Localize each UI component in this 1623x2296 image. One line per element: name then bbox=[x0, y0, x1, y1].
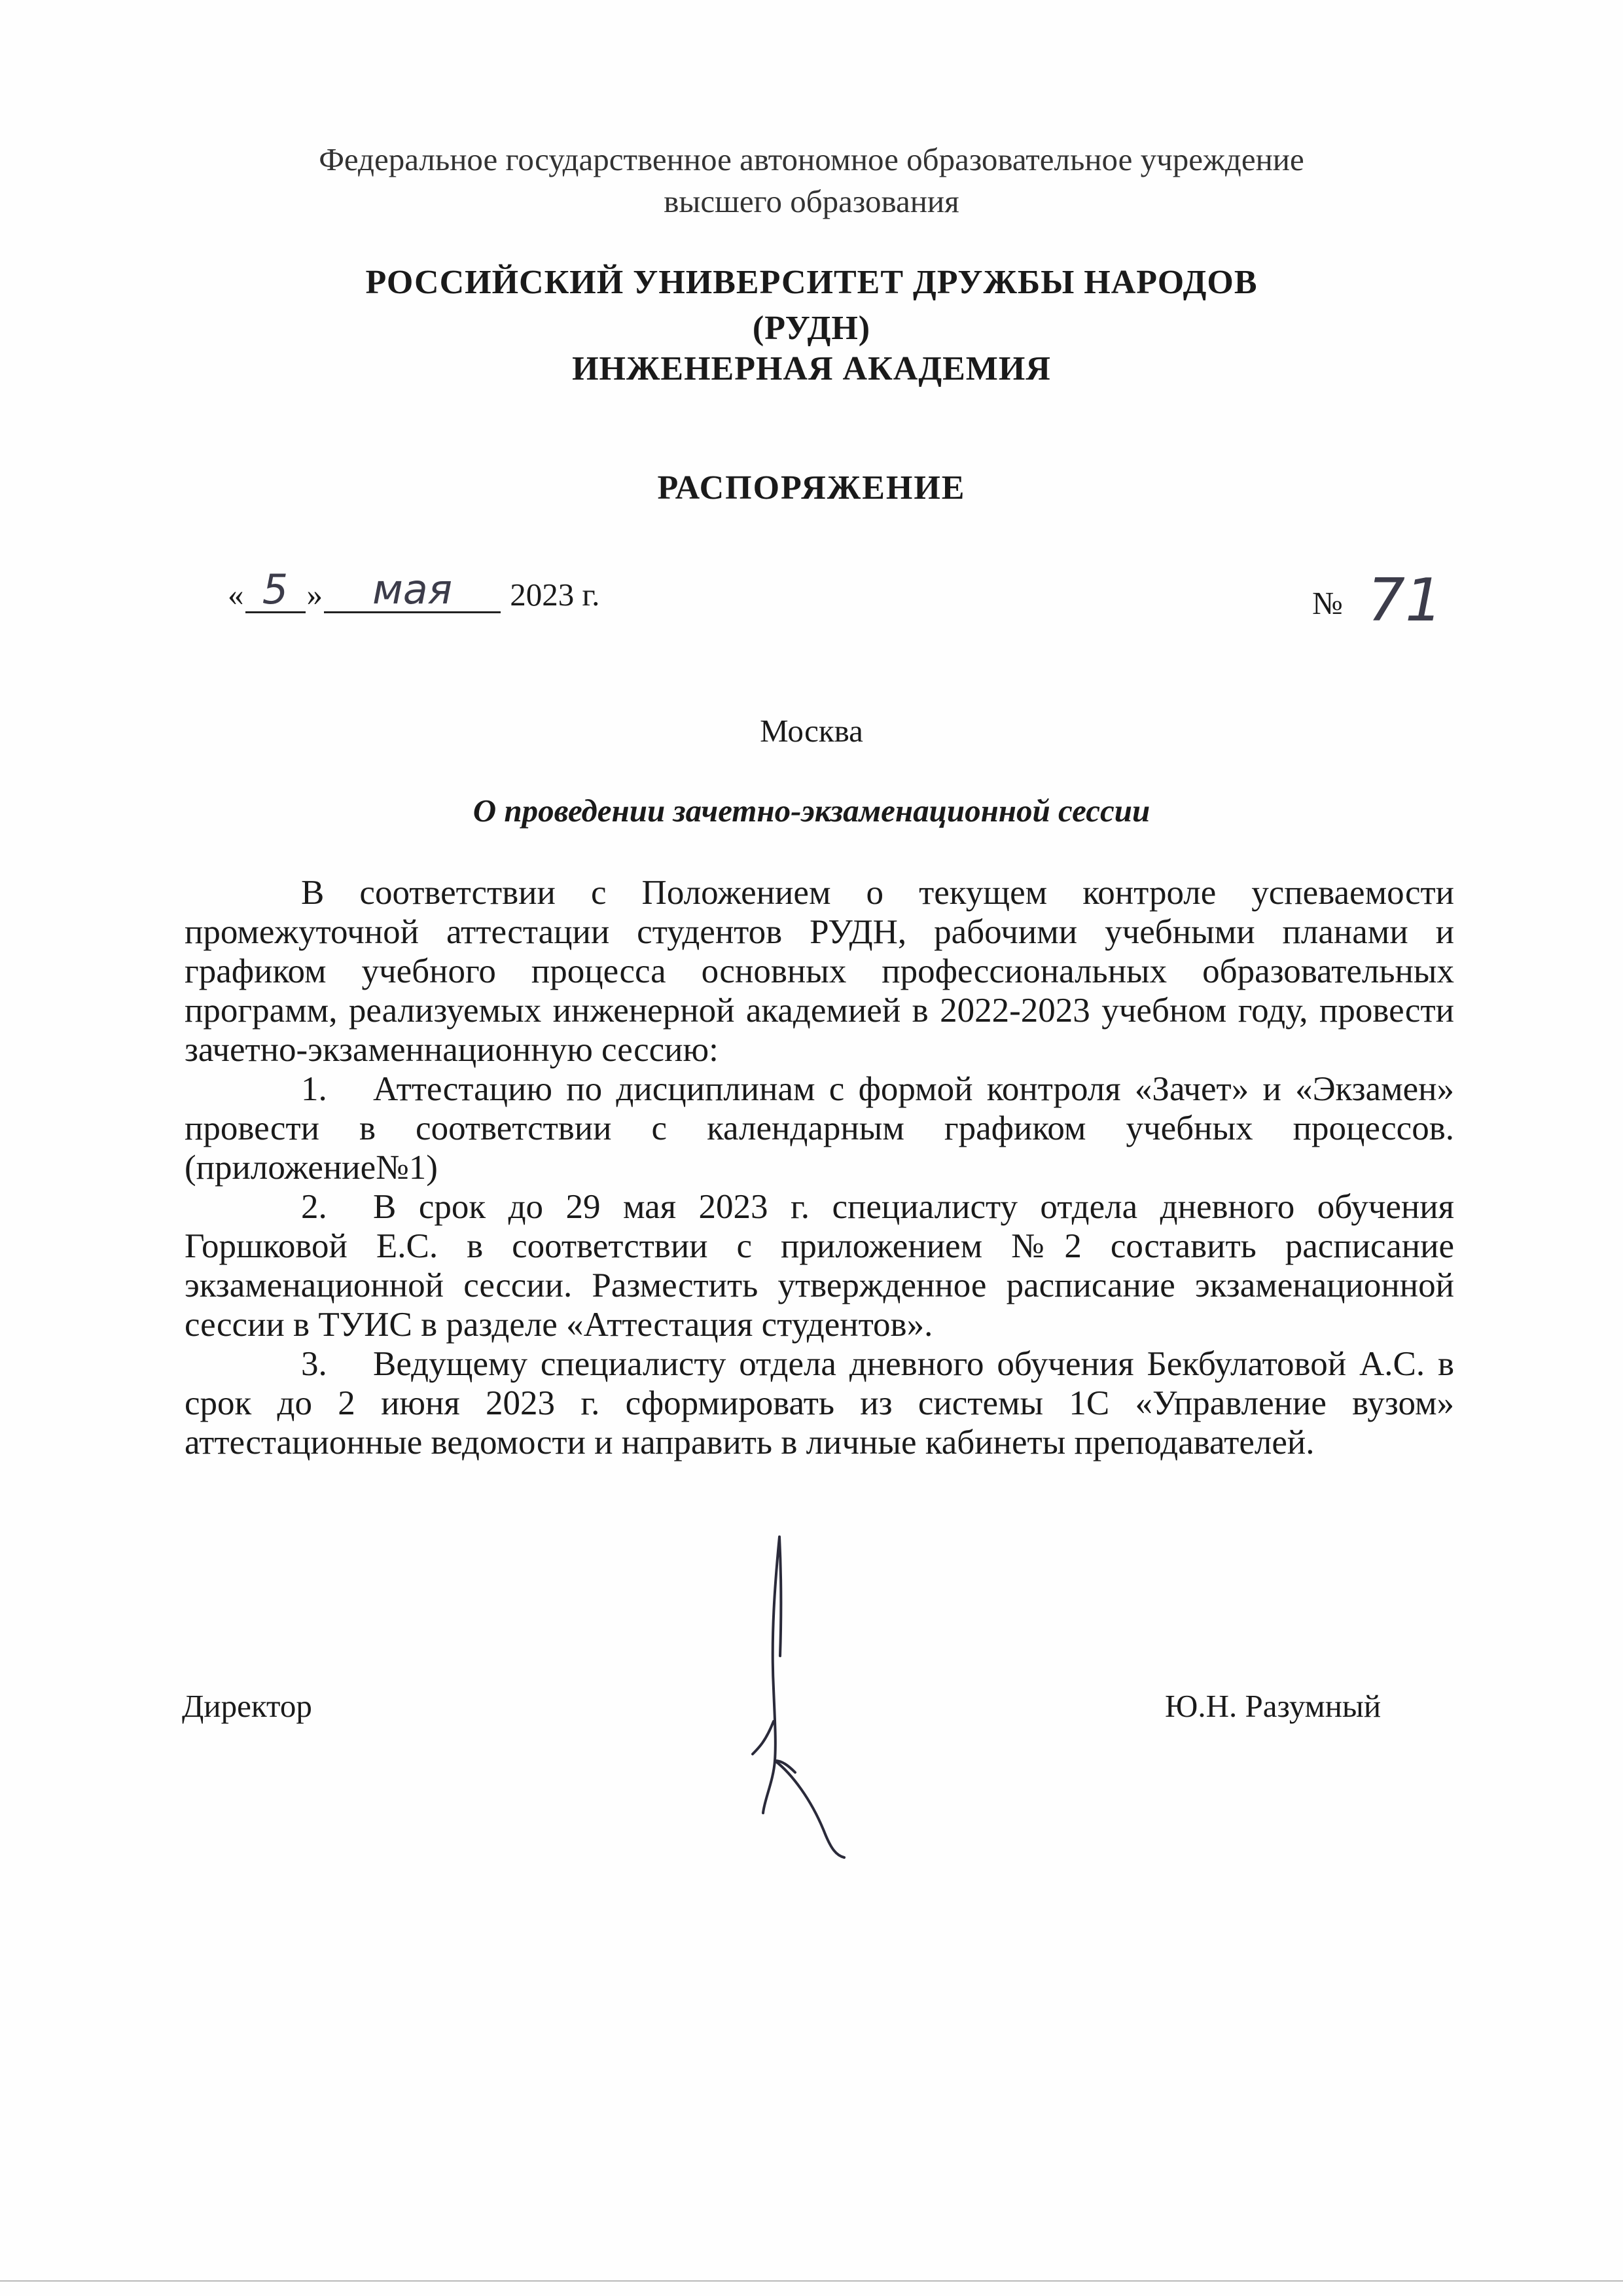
item-text: Ведущему специалисту отдела дневного обучения Бекбулатовой А.С. в срок до 2 июня 2023 г. сформировать из системы 1С «Управление вузом» аттестационные ведомости и направить в личные кабинеты преподавателей. bbox=[185, 1345, 1454, 1462]
item-number: 1. bbox=[301, 1070, 327, 1108]
document-city: Москва bbox=[760, 713, 863, 749]
list-item bbox=[185, 1344, 1454, 1462]
signer-name: Ю.Н. Разумный bbox=[1165, 1688, 1382, 1724]
signer-position: Директор bbox=[182, 1688, 312, 1724]
document-body bbox=[185, 873, 1454, 1462]
scan-edge-line bbox=[0, 2280, 1623, 2282]
body-intro: В соответствии с Положением о текущем контроле успеваемости промежуточной аттестации студентов РУДН, рабочими учебными планами и графиком учебного процесса основных профессиональных образовательных программ, реализуемых инженерной академией в 2022-2023 учебном году, провести зачетно-экзаменнационную сессию: bbox=[185, 874, 1454, 1069]
date-month-handwritten: мая bbox=[372, 565, 453, 613]
document-kind: РАСПОРЯЖЕНИЕ bbox=[657, 469, 966, 507]
date-open-quote: « bbox=[228, 577, 244, 613]
date-year: 2023 г. bbox=[510, 577, 600, 613]
list-item bbox=[185, 1187, 1454, 1344]
document-number bbox=[1312, 566, 1442, 635]
handwritten-signature bbox=[733, 1525, 903, 1865]
item-number: 3. bbox=[301, 1345, 327, 1383]
list-item bbox=[185, 1069, 1454, 1187]
date-close-quote: » bbox=[306, 577, 323, 613]
university-name: РОССИЙСКИЙ УНИВЕРСИТЕТ ДРУЖБЫ НАРОДОВ bbox=[365, 264, 1258, 301]
academy-name: ИНЖЕНЕРНАЯ АКАДЕМИЯ bbox=[572, 350, 1051, 387]
org-line-2: высшего образования bbox=[664, 183, 959, 219]
university-abbr: (РУДН) bbox=[752, 310, 871, 347]
item-number: 2. bbox=[301, 1188, 327, 1226]
document-date bbox=[228, 565, 600, 613]
date-day-handwritten: 5 bbox=[262, 565, 289, 613]
number-label: № bbox=[1312, 585, 1343, 621]
document-subject: О проведении зачетно-экзаменационной сессии bbox=[473, 793, 1150, 829]
item-text: В срок до 29 мая 2023 г. специалисту отдела дневного обучения Горшковой Е.С. в соответствии с приложением №2 составить расписание экзаменационной сессии. Разместить утвержденное расписание экзаменационной сессии в ТУИС в разделе «Аттестация студентов». bbox=[185, 1188, 1454, 1344]
date-month-blank bbox=[324, 565, 501, 613]
number-handwritten: 71 bbox=[1367, 566, 1443, 635]
item-text: Аттестацию по дисциплинам с формой контроля «Зачет» и «Экзамен» провести в соответствии с календарным графиком учебных процессов. (приложение№1) bbox=[185, 1070, 1454, 1187]
date-day-blank bbox=[245, 565, 306, 613]
org-line-1: Федеральное государственное автономное образовательное учреждение bbox=[319, 141, 1304, 177]
